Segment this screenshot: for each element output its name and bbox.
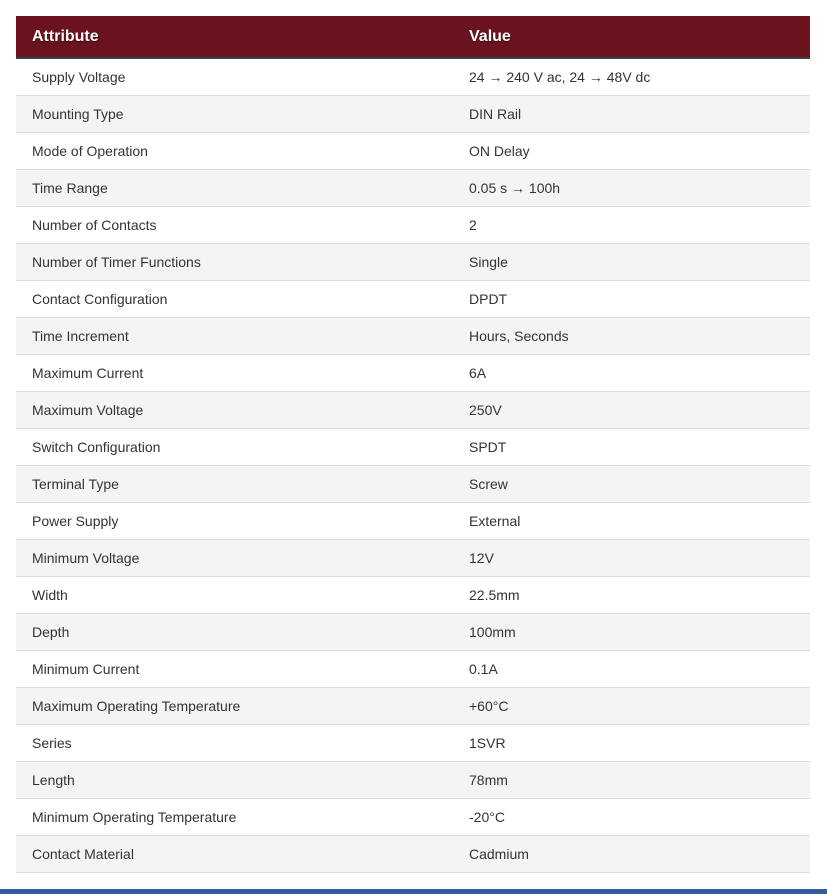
value-column-header: Value [453,16,810,58]
value-cell: -20°C [453,798,810,835]
attribute-cell: Maximum Voltage [16,391,453,428]
table-row [16,354,810,391]
value-cell: 24 → 240 V ac, 24 → 48V dc [453,58,810,95]
value-cell: Cadmium [453,835,810,872]
table-row [16,835,810,872]
table-row [16,280,810,317]
table-header-row [16,16,810,58]
bottom-border-bar [0,889,827,894]
table-body [16,58,810,872]
table-row [16,613,810,650]
table-row [16,132,810,169]
attribute-column-header: Attribute [16,16,453,58]
value-cell: DIN Rail [453,95,810,132]
attribute-cell: Switch Configuration [16,428,453,465]
table-header [16,16,810,58]
attribute-cell: Mode of Operation [16,132,453,169]
value-cell: 6A [453,354,810,391]
attribute-cell: Power Supply [16,502,453,539]
table-row [16,58,810,95]
value-cell: 2 [453,206,810,243]
attribute-cell: Time Range [16,169,453,206]
attribute-cell: Maximum Current [16,354,453,391]
table-row [16,724,810,761]
attribute-cell: Supply Voltage [16,58,453,95]
attribute-cell: Maximum Operating Temperature [16,687,453,724]
value-cell: Single [453,243,810,280]
value-cell: 78mm [453,761,810,798]
attribute-cell: Number of Contacts [16,206,453,243]
attribute-cell: Minimum Voltage [16,539,453,576]
table-row [16,687,810,724]
value-cell: 100mm [453,613,810,650]
attribute-cell: Minimum Operating Temperature [16,798,453,835]
attribute-cell: Width [16,576,453,613]
table-row [16,465,810,502]
value-cell: +60°C [453,687,810,724]
attribute-cell: Terminal Type [16,465,453,502]
attribute-cell: Minimum Current [16,650,453,687]
table-row [16,95,810,132]
value-cell: Screw [453,465,810,502]
table-row [16,650,810,687]
table-row [16,169,810,206]
value-cell: SPDT [453,428,810,465]
value-cell: 12V [453,539,810,576]
table-row [16,502,810,539]
attribute-cell: Depth [16,613,453,650]
value-cell: 22.5mm [453,576,810,613]
table-row [16,317,810,354]
table-row [16,206,810,243]
value-cell: 0.05 s → 100h [453,169,810,206]
table-row [16,798,810,835]
attribute-cell: Series [16,724,453,761]
table-row [16,576,810,613]
table-row [16,243,810,280]
attribute-cell: Contact Configuration [16,280,453,317]
value-cell: 0.1A [453,650,810,687]
value-cell: 250V [453,391,810,428]
table-row [16,428,810,465]
value-cell: 1SVR [453,724,810,761]
attribute-cell: Length [16,761,453,798]
value-cell: External [453,502,810,539]
attribute-cell: Number of Timer Functions [16,243,453,280]
attribute-cell: Time Increment [16,317,453,354]
value-cell: Hours, Seconds [453,317,810,354]
attribute-cell: Mounting Type [16,95,453,132]
value-cell: ON Delay [453,132,810,169]
attribute-cell: Contact Material [16,835,453,872]
table-row [16,539,810,576]
specifications-table [16,16,810,873]
value-cell: DPDT [453,280,810,317]
table-row [16,761,810,798]
table-row [16,391,810,428]
